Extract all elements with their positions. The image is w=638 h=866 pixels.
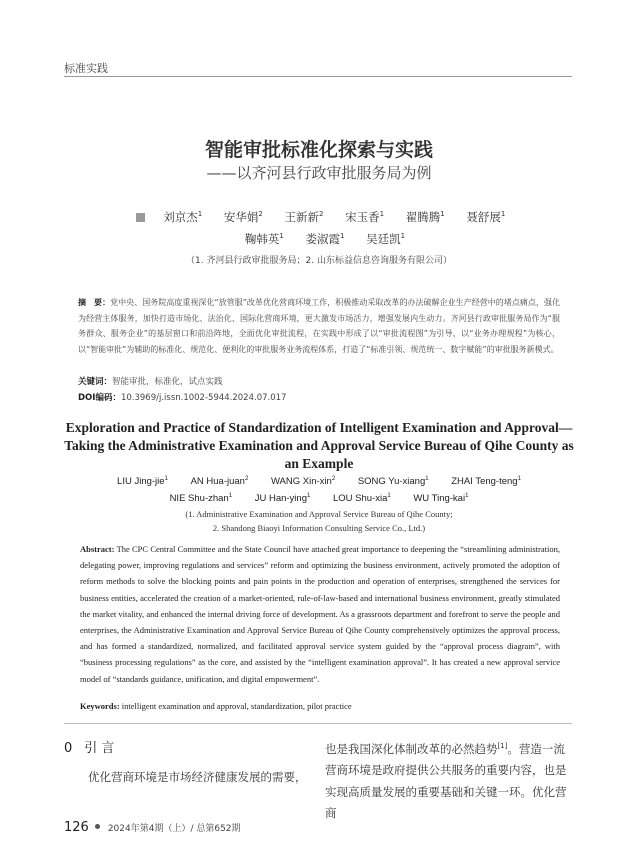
author-en: AN Hua-juan$^2$ [190,476,249,488]
abstract-en-text: The CPC Central Committee and the State Council have attached great importance to deepening the “streamlining administration, delegating power, improving regulations and services” reform and optimizing the business environment, actively promoted the adoption of reform methods to solve the blocking points and pain points in the production and operation of enterprises, strengthened the services for business entities, accelerated the creation of a market-oriented, rule-of-law-based and international business environment, greatly stimulated the market vitality, and enhanced the internal driving force of development. As a grassroots department and forefront to serve the people and enterprises, the Administrative Examination and Approval Service Bureau of Qihe County comprehensively optimizes the approval process, and has formed a standardized, normalized, and facilitated approval service system guided by the “approval process diagram”, with “business processing regulations” as the core, and assisted by the “intelligent examination approval”. It has created a new approval service model of “standards guidance, unification, and digital empowerment”. [80,544,560,684]
english-abstract [80,541,560,687]
chinese-authors-line-2 [90,231,560,247]
author-en: ZHAI Teng-teng$^1$ [451,476,521,488]
citation-ref: [1] [497,742,508,750]
english-authors-line-2 [60,493,578,504]
bullet-dot-icon [95,824,100,829]
author-cn: 王新新$^2$ [284,210,324,224]
doi: DOI编码：10.3969/j.issn.1002-5944.2024.07.017 [78,393,287,403]
page-footer [64,820,241,835]
author-cn: 刘京杰$^1$ [163,210,203,224]
abstract-cn-label: 摘 要： [78,298,111,307]
author-cn: 翟腾腾$^1$ [405,210,445,224]
author-cn: 吴廷凯$^1$ [366,232,406,246]
author-cn: 宋玉香$^1$ [345,210,385,224]
chinese-abstract [78,295,560,357]
abstract-cn-text: 党中央、国务院高度重视深化“放管服”改革优化营商环境工作，积极推动采取改革的办法破解企业生产经营中的堵点痛点，强化为经营主体服务，加快打造市场化、法治化、国际化营商环境，更大激发市场活力，增强发展内生动力。齐河县行政审批服务局作为“服务群众、服务企业”的基层窗口和前沿阵地，全面优化审批流程，在实践中形成了以“审批流程图”为引导，以“业务办理规程”为核心，以“智能审批”为辅助的标准化、规范化、便利化的审批服务业务流程体系，打造了“标准引领、规范统一、数字赋能”的审批服务新模式。 [78,298,560,354]
author-cn: 聂舒展$^1$ [466,210,506,224]
author-cn: 娄淑霞$^1$ [305,232,345,246]
intro-right-column: 也是我国深化体制改革的必然趋势[1]。营造一流营商环境是政府提供公共服务的重要内容，也是实现高质量发展的重要基础和关键一环。优化营商 [325,741,567,821]
english-keywords: Keywords: intelligent examination and approval, standardization, pilot practice [80,701,352,711]
top-rule [64,76,572,77]
section-label: 标准实践 [64,62,108,75]
author-en: JU Han-ying$^1$ [254,493,311,505]
author-en: WANG Xin-xin$^2$ [270,476,336,488]
english-affiliation-line-1: (1. Administrative Examination and Approval Service Bureau of Qihe County; [185,509,453,519]
chinese-subtitle: ——以齐河县行政审批服务局为例 [206,164,432,182]
chinese-keywords: 关键词：智能审批，标准化，试点实践 [78,377,223,387]
chinese-title: 智能审批标准化探索与实践 [204,139,433,161]
chinese-authors-line-1 [90,209,560,225]
english-affiliation-line-2: 2. Shandong Biaoyi Information Consulting Service Co., Ltd.) [212,523,426,533]
abstract-en-label: Abstract: [80,544,115,554]
author-en: LIU Jing-jie$^1$ [117,476,168,488]
author-en: WU Ting-kai$^1$ [413,493,469,505]
chinese-affiliation: （1. 齐河县行政审批服务局；2. 山东标益信息咨询服务有限公司） [186,256,452,266]
author-en: LOU Shu-xia$^1$ [332,493,391,505]
author-en: SONG Yu-xiang$^1$ [357,476,429,488]
english-authors-line-1 [60,476,578,487]
intro-heading: 0 引 言 [64,741,115,756]
section-divider [64,723,572,724]
english-title: Exploration and Practice of Standardization of Intelligent Examination and Approval—Taking the Administrative Examination and Approval Service Bureau of Qihe County as an Example [64,420,574,471]
author-cn: 鞠韩英$^1$ [244,232,284,246]
author-en: NIE Shu-zhan$^1$ [169,493,233,505]
issue-info: 2024年第4期（上）/ 总第652期 [107,824,241,834]
square-bullet-icon [136,213,145,222]
intro-left-column: 优化营商环境是市场经济健康发展的需要， [88,770,307,784]
page-number: 126 [64,820,89,835]
author-cn: 安华娟$^2$ [223,210,263,224]
